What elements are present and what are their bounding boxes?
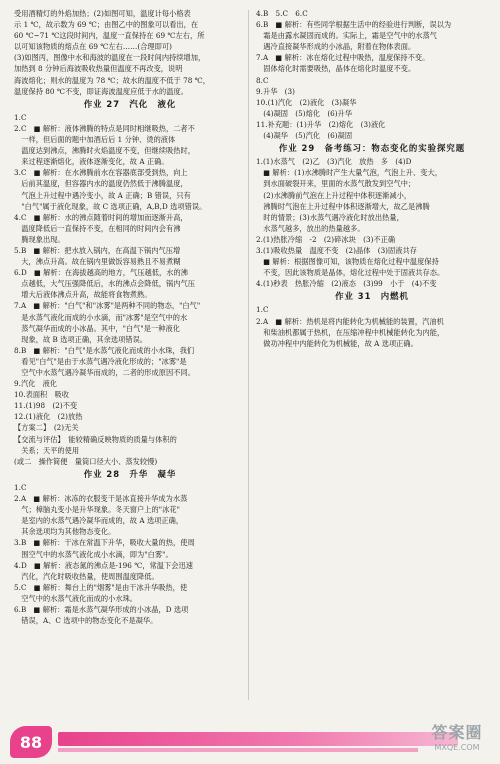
answer-line: 6.B ■ 解析：有些同学根据生活中的经验进行判断，误以为 [256,20,452,30]
answer-line: (2)水沸腾前气泡在上升过程中体积逐渐减小， [256,190,412,200]
answer-line: 7.A ■ 解析："白气"和"冰雾"是两种不同的物态，"白气" [14,301,201,311]
answer-line: 腾现象出现。 [14,234,65,244]
answer-line: 【交流与评估】 能较精确反映物质的质量与体积的 [14,434,177,444]
answer-line: 10.(1)汽化 (2)液化 (3)凝华 [256,97,357,107]
decorative-stripe-thin [58,748,418,752]
answer-line: 气；樟脑丸变小是升华现象。冬天窗户上的"冰花" [14,505,180,515]
answer-line: 11.补充题：(1)升华 (2)熔化 (3)液化 [256,119,386,129]
answer-line: 2.A ■ 解析：冰冻的衣服变干是冰直接升华成为水蒸 [14,494,188,504]
answer-line: 是室内的水蒸气遇冷凝华而成的，故 A 选项正确， [14,516,184,526]
answer-line: 4.C ■ 解析：水的沸点随着时间的增加而逐渐升高， [14,212,188,222]
answer-line: 做功冲程中内能转化为机械能，故 A 选项正确。 [256,338,418,348]
answer-line: 大，沸点升高。故在锅内里做饭容易熟且不易煮糊 [14,257,181,267]
answer-line: 5.B ■ 解析：把水放入锅内，在高温下锅内气压增 [14,245,181,255]
section-title-31: 作业 31 内燃机 [335,291,409,302]
answer-line: 1.C [14,482,27,492]
answer-line: 1.C [256,305,269,315]
answer-line: 4.(1)秒表 热胀冷缩 (2)液态 (3)99 小于 (4)不变 [256,279,437,289]
answer-line: 现象，故 B 选项正确，其余选项错误。 [14,334,148,344]
answer-line: 7.A ■ 解析：冰在熔化过程中吸热，温度保持不变。 [256,53,430,63]
answer-line: 后前其温度，但容器内水的温度仍然低于沸腾温度， [14,179,188,189]
answer-line: 4.D ■ 解析：液态氮的沸点是-196 ℃，常温下会迅速 [14,560,193,570]
answer-line: 加热到 8 分钟后海波吸收热量但温度不再改变，说明 [14,64,183,74]
answer-line: 9.汽化 液化 [14,379,58,389]
right-column [256,8,488,349]
answer-line: 围空气中的水蒸气液化成小水滴，即为"白雾"。 [14,549,173,559]
answer-line: 6.B ■ 解析：霜是水蒸气凝华形成的小冰晶，D 选项 [14,604,189,614]
answer-line: 空气中水蒸气遇冷凝华而成的，二者的形成原因不同。 [14,368,195,377]
watermark-logo [420,720,494,760]
answer-line: 以可知该物质的熔点在 69 ℃左右……(合理即可) [14,42,172,52]
answer-line: 关系；天平的使用 [14,445,80,455]
answer-line: 蒸气凝华而成的小冰晶。其中，"白气"是一种液化 [14,323,180,333]
answer-line: 是水蒸气液化而成的小水滴，而"冰雾"是空气中的水 [14,312,188,322]
answer-line: 点越低，大气压强降低后，水的沸点会降低，锅内气压 [14,279,195,289]
section-title-27: 作业 27 汽化 液化 [83,98,177,109]
answer-line: 4.B 5.C 6.C [256,9,308,18]
left-column [14,8,246,626]
answer-line: 1.C [14,112,27,122]
answer-line: 10.表面积 吸收 [14,390,70,400]
answer-line: ■ 解析：根据图像可知，该物质在熔化过程中温度保持 [256,257,439,267]
answer-line: 2.C ■ 解析：液体沸腾的特点是同时相继吸热，二者不 [14,123,195,133]
answer-line: 空气中的水蒸气液化而成的小水珠。 [14,593,138,603]
answer-line: 海波熔化；则水的温度为 78 ℃；故水的温度不低于 78 ℃， [14,75,211,85]
answer-line: 8.B ■ 解析："白气"是水蒸气液化而成的小水珠，我们 [14,345,195,355]
answer-line: 60 ℃~71 ℃这段时间内，温度一直保持在 69 ℃左右，所 [14,31,205,41]
decorative-stripe [58,732,458,746]
answer-line: 【方案二】 (2)无关 [14,423,79,433]
answer-line: 12.(1)液化 (2)放热 [14,412,83,422]
answer-line: 时的情景；(3)水蒸气遇冷液化时放出热量， [256,212,404,222]
column-divider [248,10,249,700]
answer-line: 汽化，汽化时吸收热量，使周围温度降低。 [14,571,159,581]
answer-line: 错误，A、C 选项中的物态变化不是凝华。 [14,616,158,626]
answer-line: 3.(1)吸收热量 温度不变 (2)晶体 (3)固液共存 [256,245,417,255]
answer-line: 到水面破裂开来，里面的水蒸气散发到空气中； [256,179,416,189]
answer-line: 其余选项均为其他物态变化。 [14,527,116,537]
answer-line: 来过程逐渐熔化，液体逐渐变化，故 A 正确。 [14,157,169,167]
watermark-url: MXQE.COM [434,743,480,752]
answer-line: 9.升华 (3) [256,86,296,96]
answer-line: 温度降低后一直保持不变，在相同的时间内会有沸 [14,223,181,233]
answer-line: 霜是由露水凝固而成的。实际上，霜是空气中的水蒸气 [256,31,437,41]
answer-line: 温度保持 80 ℃不变，即证海波温度应低于水的温度。 [14,86,188,96]
answer-line: 固体熔化时需要吸热，晶体在熔化时温度不变。 [256,64,416,74]
page-number: 88 [10,726,52,758]
answer-line: 沸腾时气泡在上升过程中体积逐渐增大，故乙是沸腾 [256,201,430,211]
answer-line: 一样，但后面的题中加酒后后 1 分钟、烫的液体 [14,135,176,145]
answer-line: 2.A ■ 解析：热机是将内能转化为机械能的装置，汽油机 [256,316,444,326]
answer-line: 5.C ■ 解析：舞台上的"烟雾"是由干冰升华吸热，使 [14,582,188,592]
answer-line: (3)如图丙，图像中水和海波的温度在一段时间内持续增加， [14,53,206,63]
answer-line: (4)凝固 (5)熔化 (6)升华 [256,108,353,118]
answer-line: 和柴油机都属于热机，在压缩冲程中机械能转化为内能， [256,327,445,337]
answer-line: 3.B ■ 解析：干冰在常温下升华，吸收大量的热，使周 [14,538,195,548]
section-title-29: 作业 29 备考练习：物态变化的实验探究题 [278,143,466,154]
answer-line: 6.D ■ 解析：在海拔越高的地方，气压越低，水的沸 [14,268,188,278]
answer-line: (或二 操作简便 量筒口径大小、蒸发较慢) [14,456,158,466]
answer-line: 受用酒精灯的外焰加热；(2)如图可知，温度计每小格表 [14,9,191,18]
section-title-28: 作业 28 升华 凝华 [83,468,177,479]
watermark-text: 答案圈 [431,723,483,742]
answer-line: 气泡上升过程中遇冷变小，故 A 正确；B 错误，只有 [14,190,191,200]
answer-line: (4)凝华 (5)汽化 (6)凝固 [256,131,353,141]
answer-line: "白气"属于液化现象，故 C 选项正确，A,B,D 选项错误。 [14,201,207,211]
answer-line: 8.C [256,75,269,85]
answer-line: ■ 解析：(1)水沸腾时产生大量气泡，气泡上升、变大， [256,168,442,178]
answer-line: 温度达到沸点，沸腾时火焰温度不变，但继续吸热时， [14,146,195,156]
answer-line: 看见"白气"是由于水蒸气遇冷液化形成的；"冰雾"是 [14,356,187,366]
answer-line: 3.C ■ 解析：在水沸腾前水在容器底部受到热，向上 [14,168,188,178]
answer-line: 1.(1)水蒸气 (2)乙 (3)汽化 放热 多 (4)D [256,157,412,167]
answer-line: 不变，因此该物质是晶体，熔化过程中处于固液共存态。 [256,268,445,278]
answer-line: 2.(1)热胀冷缩 -2 (2)碎冰块 (3)不正确 [256,234,396,244]
answer-line: 遇冷直接凝华形成的小冰晶，附着在物体表面。 [256,42,416,52]
answer-line: 11.(1)98 (2)不变 [14,401,78,411]
answer-line: 增大后液体沸点升高，故能将食物煮熟。 [14,290,152,300]
answer-line: 示 1 ℃，故示数为 69 ℃；由图乙中的图象可以看出，在 [14,20,199,30]
answer-line: 水蒸气越多，放出的热量越多。 [256,223,365,233]
